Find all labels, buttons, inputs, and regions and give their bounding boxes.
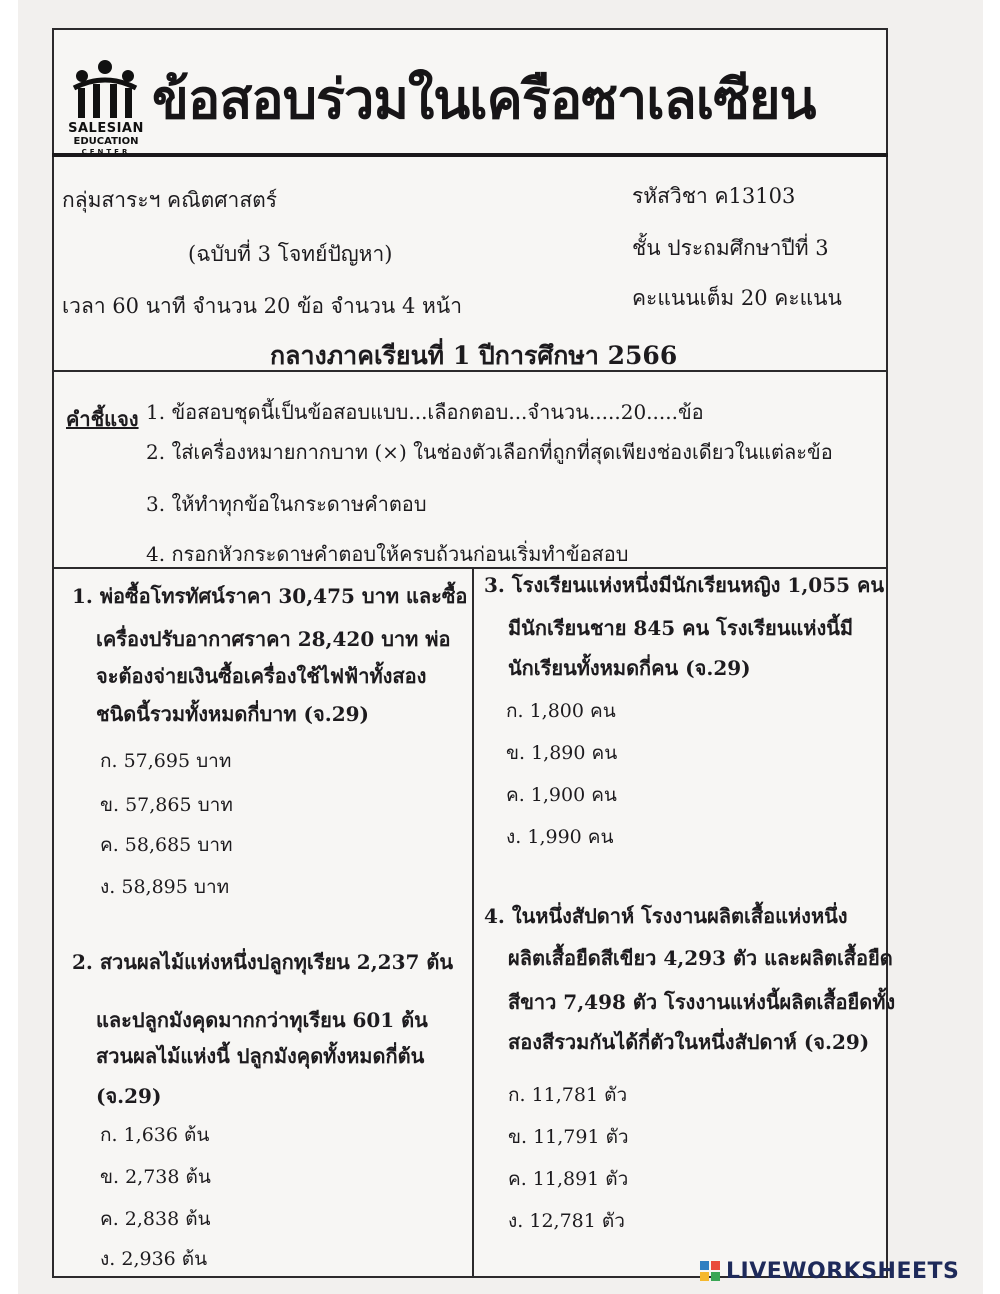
question-line: สองสีรวมกันได้กี่ตัวในหนึ่งสัปดาห์ (จ.29): [508, 1030, 870, 1054]
answer-option[interactable]: ข. 11,791 ตัว: [508, 1126, 629, 1148]
answer-option[interactable]: ค. 1,900 คน: [506, 784, 617, 806]
question-line: 2. สวนผลไม้แห่งหนึ่งปลูกทุเรียน 2,237 ต้น: [72, 950, 454, 974]
answer-option[interactable]: ง. 2,936 ต้น: [100, 1248, 208, 1270]
logo-text-line1: SALESIAN: [68, 121, 144, 136]
answer-option[interactable]: ข. 1,890 คน: [506, 742, 618, 764]
exam-title: ข้อสอบร่วมในเครือซาเลเซียน: [152, 68, 816, 131]
answer-option[interactable]: ก. 57,695 บาท: [100, 750, 232, 772]
question-line: มีนักเรียนชาย 845 คน โรงเรียนแห่งนี้มี: [508, 616, 854, 640]
instructions-label: คำชี้แจง: [66, 407, 139, 431]
question-line: เครื่องปรับอากาศราคา 28,420 บาท พ่อ: [96, 627, 451, 651]
time-and-count: เวลา 60 นาที จำนวน 20 ข้อ จำนวน 4 หน้า: [62, 294, 462, 318]
instruction-item: 2. ใส่เครื่องหมายกากบาท (×) ในช่องตัวเลือกที่ถูกที่สุดเพียงช่องเดียวในแต่ละข้อ: [146, 440, 833, 464]
answer-option[interactable]: ก. 1,636 ต้น: [100, 1124, 210, 1146]
answer-option[interactable]: ข. 57,865 บาท: [100, 794, 233, 816]
question-line: สีขาว 7,498 ตัว โรงงานแห่งนี้ผลิตเสื้อยืดทั้ง: [508, 990, 896, 1014]
answer-option[interactable]: ก. 11,781 ตัว: [508, 1084, 628, 1106]
question-line: ชนิดนี้รวมทั้งหมดกี่บาท (จ.29): [96, 702, 369, 726]
full-score: คะแนนเต็ม 20 คะแนน: [632, 286, 842, 310]
header-divider: [52, 153, 888, 157]
question-line: นักเรียนทั้งหมดกี่คน (จ.29): [508, 656, 751, 680]
course-code: รหัสวิชา ค13103: [632, 184, 796, 208]
answer-option[interactable]: ค. 58,685 บาท: [100, 834, 233, 856]
instruction-item: 3. ให้ทำทุกข้อในกระดาษคำตอบ: [146, 492, 427, 516]
question-line: และปลูกมังคุดมากกว่าทุเรียน 601 ต้น: [96, 1008, 428, 1032]
answer-option[interactable]: ก. 1,800 คน: [506, 700, 616, 722]
question-line: 1. พ่อซื้อโทรทัศน์ราคา 30,475 บาท และซื้อ: [72, 584, 468, 608]
subject-group: กลุ่มสาระฯ คณิตศาสตร์: [62, 188, 278, 212]
answer-option[interactable]: ง. 1,990 คน: [506, 826, 614, 848]
liveworksheets-brand[interactable]: [700, 1257, 959, 1285]
answer-option[interactable]: ค. 11,891 ตัว: [508, 1168, 629, 1190]
instruction-item: 1. ข้อสอบชุดนี้เป็นข้อสอบแบบ...เลือกตอบ...จำนวน.....20.....ข้อ: [146, 400, 704, 424]
answer-option[interactable]: ค. 2,838 ต้น: [100, 1208, 211, 1230]
edition: (ฉบับที่ 3 โจทย์ปัญหา): [188, 242, 393, 266]
answer-option[interactable]: ง. 58,895 บาท: [100, 876, 230, 898]
top-border: [52, 28, 888, 30]
instruction-item: 4. กรอกหัวกระดาษคำตอบให้ครบถ้วนก่อนเริ่มทำข้อสอบ: [146, 542, 629, 566]
question-line: สวนผลไม้แห่งนี้ ปลูกมังคุดทั้งหมดกี่ต้น: [96, 1044, 425, 1068]
question-line: 3. โรงเรียนแห่งหนึ่งมีนักเรียนหญิง 1,055 คน: [484, 573, 885, 597]
question-line: (จ.29): [96, 1084, 162, 1108]
answer-option[interactable]: ง. 12,781 ตัว: [508, 1210, 625, 1232]
answer-option[interactable]: ข. 2,738 ต้น: [100, 1166, 211, 1188]
question-line: 4. ในหนึ่งสัปดาห์ โรงงานผลิตเสื้อแห่งหนึ่ง: [484, 904, 848, 928]
school-logo: [66, 58, 146, 166]
logo-text-line2: EDUCATION: [73, 136, 139, 147]
column-divider: [472, 567, 474, 1276]
semester-title: กลางภาคเรียนที่ 1 ปีการศึกษา 2566: [270, 341, 678, 370]
liveworksheets-logo-icon: [700, 1261, 720, 1281]
question-line: จะต้องจ่ายเงินซื้อเครื่องใช้ไฟฟ้าทั้งสอง: [96, 664, 427, 688]
logo-text-line3: CENTER: [81, 148, 131, 156]
grade-level: ชั้น ประถมศึกษาปีที่ 3: [632, 236, 829, 260]
logo-figures-icon: [70, 58, 140, 120]
liveworksheets-wordmark: LIVEWORKSHEETS: [726, 1258, 960, 1284]
question-line: ผลิตเสื้อยืดสีเขียว 4,293 ตัว และผลิตเสื้อยืด: [508, 946, 893, 970]
